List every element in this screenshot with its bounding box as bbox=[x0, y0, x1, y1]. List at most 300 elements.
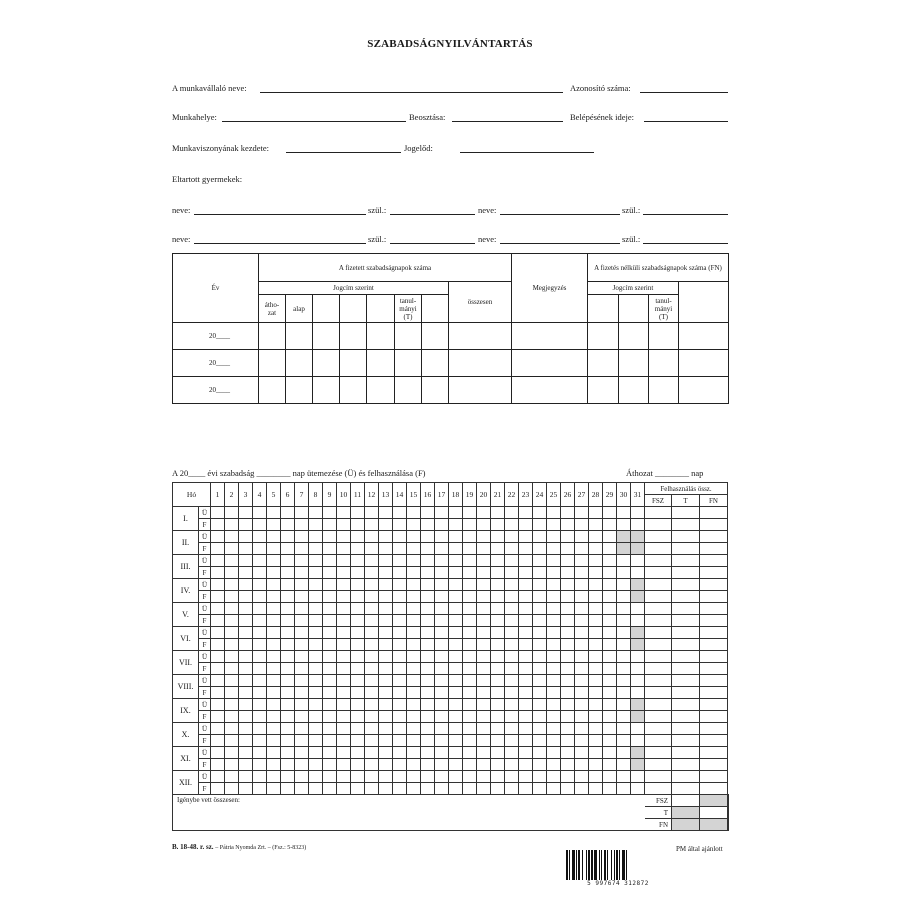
day-cell[interactable] bbox=[435, 699, 449, 711]
day-cell[interactable] bbox=[393, 555, 407, 567]
day-cell[interactable] bbox=[575, 771, 589, 783]
day-cell[interactable] bbox=[407, 627, 421, 639]
day-cell[interactable] bbox=[393, 651, 407, 663]
day-cell[interactable] bbox=[267, 699, 281, 711]
day-cell[interactable] bbox=[323, 759, 337, 771]
day-cell[interactable] bbox=[351, 759, 365, 771]
day-cell[interactable] bbox=[519, 567, 533, 579]
day-cell[interactable] bbox=[393, 687, 407, 699]
day-cell[interactable] bbox=[393, 663, 407, 675]
day-cell[interactable] bbox=[351, 603, 365, 615]
day-cell[interactable] bbox=[449, 627, 463, 639]
day-cell[interactable] bbox=[589, 555, 603, 567]
day-cell[interactable] bbox=[519, 723, 533, 735]
day-cell[interactable] bbox=[309, 579, 323, 591]
day-cell[interactable] bbox=[295, 555, 309, 567]
entry-cell[interactable] bbox=[449, 323, 512, 350]
child-birth-field[interactable] bbox=[390, 243, 475, 244]
usage-cell[interactable] bbox=[672, 735, 700, 747]
day-cell[interactable] bbox=[267, 507, 281, 519]
usage-cell[interactable] bbox=[672, 615, 700, 627]
child-name-field[interactable] bbox=[194, 243, 366, 244]
day-cell[interactable] bbox=[519, 591, 533, 603]
day-cell[interactable] bbox=[239, 747, 253, 759]
day-cell[interactable] bbox=[477, 711, 491, 723]
day-cell[interactable] bbox=[239, 711, 253, 723]
day-cell[interactable] bbox=[295, 711, 309, 723]
day-cell[interactable] bbox=[561, 783, 575, 795]
day-cell[interactable] bbox=[449, 675, 463, 687]
usage-cell[interactable] bbox=[700, 783, 728, 795]
day-cell[interactable] bbox=[435, 663, 449, 675]
day-cell[interactable] bbox=[575, 747, 589, 759]
day-cell[interactable] bbox=[379, 603, 393, 615]
day-cell[interactable] bbox=[365, 783, 379, 795]
day-cell[interactable] bbox=[323, 519, 337, 531]
day-cell[interactable] bbox=[267, 639, 281, 651]
day-cell[interactable] bbox=[421, 591, 435, 603]
day-cell[interactable] bbox=[309, 531, 323, 543]
day-cell[interactable] bbox=[365, 579, 379, 591]
day-cell[interactable] bbox=[589, 735, 603, 747]
day-cell[interactable] bbox=[337, 663, 351, 675]
day-cell[interactable] bbox=[393, 639, 407, 651]
usage-cell[interactable] bbox=[645, 627, 672, 639]
day-cell[interactable] bbox=[561, 507, 575, 519]
day-cell[interactable] bbox=[309, 699, 323, 711]
day-cell[interactable] bbox=[617, 723, 631, 735]
day-cell[interactable] bbox=[393, 747, 407, 759]
day-cell[interactable] bbox=[211, 543, 225, 555]
usage-cell[interactable] bbox=[645, 699, 672, 711]
day-cell[interactable] bbox=[323, 735, 337, 747]
day-cell[interactable] bbox=[519, 675, 533, 687]
day-cell[interactable] bbox=[491, 555, 505, 567]
day-cell[interactable] bbox=[603, 771, 617, 783]
day-cell[interactable] bbox=[575, 711, 589, 723]
day-cell[interactable] bbox=[337, 771, 351, 783]
day-cell[interactable] bbox=[533, 639, 547, 651]
day-cell[interactable] bbox=[323, 615, 337, 627]
day-cell[interactable] bbox=[365, 615, 379, 627]
entry-cell[interactable] bbox=[367, 377, 395, 404]
day-cell[interactable] bbox=[323, 771, 337, 783]
day-cell[interactable] bbox=[225, 591, 239, 603]
day-cell[interactable] bbox=[463, 639, 477, 651]
day-cell[interactable] bbox=[491, 507, 505, 519]
day-cell[interactable] bbox=[561, 771, 575, 783]
day-cell[interactable] bbox=[337, 567, 351, 579]
legal-predecessor-field[interactable] bbox=[460, 152, 594, 153]
day-cell[interactable] bbox=[379, 555, 393, 567]
day-cell[interactable] bbox=[547, 663, 561, 675]
day-cell[interactable] bbox=[211, 615, 225, 627]
usage-cell[interactable] bbox=[700, 711, 728, 723]
day-cell[interactable] bbox=[225, 639, 239, 651]
day-cell[interactable] bbox=[421, 531, 435, 543]
day-cell[interactable] bbox=[547, 747, 561, 759]
day-cell[interactable] bbox=[491, 603, 505, 615]
entry-cell[interactable] bbox=[449, 377, 512, 404]
day-cell[interactable] bbox=[589, 783, 603, 795]
day-cell[interactable] bbox=[519, 651, 533, 663]
day-cell[interactable] bbox=[365, 531, 379, 543]
day-cell[interactable] bbox=[421, 603, 435, 615]
day-cell[interactable] bbox=[295, 627, 309, 639]
day-cell[interactable] bbox=[575, 699, 589, 711]
day-cell[interactable] bbox=[589, 675, 603, 687]
day-cell[interactable] bbox=[351, 639, 365, 651]
day-cell[interactable] bbox=[631, 735, 645, 747]
day-cell[interactable] bbox=[477, 507, 491, 519]
day-cell[interactable] bbox=[449, 615, 463, 627]
day-cell[interactable] bbox=[477, 579, 491, 591]
day-cell[interactable] bbox=[589, 567, 603, 579]
usage-cell[interactable] bbox=[700, 567, 728, 579]
day-cell[interactable] bbox=[407, 687, 421, 699]
day-cell[interactable] bbox=[253, 771, 267, 783]
day-cell[interactable] bbox=[351, 699, 365, 711]
day-cell[interactable] bbox=[379, 675, 393, 687]
usage-cell[interactable] bbox=[672, 723, 700, 735]
day-cell[interactable] bbox=[603, 603, 617, 615]
day-cell[interactable] bbox=[211, 579, 225, 591]
entry-date-field[interactable] bbox=[644, 121, 728, 122]
day-cell[interactable] bbox=[337, 507, 351, 519]
day-cell[interactable] bbox=[337, 747, 351, 759]
day-cell[interactable] bbox=[449, 567, 463, 579]
day-cell[interactable] bbox=[323, 555, 337, 567]
day-cell[interactable] bbox=[589, 759, 603, 771]
entry-cell[interactable] bbox=[422, 377, 449, 404]
day-cell[interactable] bbox=[617, 639, 631, 651]
day-cell[interactable] bbox=[533, 783, 547, 795]
day-cell[interactable] bbox=[477, 783, 491, 795]
day-cell[interactable] bbox=[561, 735, 575, 747]
day-cell[interactable] bbox=[211, 507, 225, 519]
day-cell[interactable] bbox=[631, 771, 645, 783]
day-cell[interactable] bbox=[225, 711, 239, 723]
usage-cell[interactable] bbox=[672, 627, 700, 639]
day-cell[interactable] bbox=[309, 747, 323, 759]
day-cell[interactable] bbox=[561, 639, 575, 651]
day-cell[interactable] bbox=[365, 687, 379, 699]
day-cell[interactable] bbox=[477, 531, 491, 543]
day-cell[interactable] bbox=[463, 579, 477, 591]
day-cell[interactable] bbox=[295, 543, 309, 555]
day-cell[interactable] bbox=[519, 711, 533, 723]
day-cell[interactable] bbox=[295, 771, 309, 783]
day-cell[interactable] bbox=[449, 543, 463, 555]
day-cell[interactable] bbox=[309, 663, 323, 675]
day-cell[interactable] bbox=[295, 747, 309, 759]
day-cell[interactable] bbox=[379, 579, 393, 591]
day-cell[interactable] bbox=[239, 699, 253, 711]
day-cell[interactable] bbox=[281, 531, 295, 543]
day-cell[interactable] bbox=[603, 615, 617, 627]
day-cell[interactable] bbox=[477, 543, 491, 555]
day-cell[interactable] bbox=[393, 507, 407, 519]
day-cell[interactable] bbox=[561, 543, 575, 555]
day-cell[interactable] bbox=[421, 627, 435, 639]
day-cell[interactable] bbox=[211, 783, 225, 795]
day-cell[interactable] bbox=[323, 783, 337, 795]
day-cell[interactable] bbox=[589, 603, 603, 615]
day-cell[interactable] bbox=[477, 519, 491, 531]
day-cell[interactable] bbox=[463, 603, 477, 615]
day-cell[interactable] bbox=[561, 627, 575, 639]
day-cell[interactable] bbox=[491, 543, 505, 555]
entry-cell[interactable] bbox=[313, 350, 340, 377]
day-cell[interactable] bbox=[281, 699, 295, 711]
day-cell[interactable] bbox=[323, 723, 337, 735]
day-cell[interactable] bbox=[505, 699, 519, 711]
day-cell[interactable] bbox=[519, 543, 533, 555]
day-cell[interactable] bbox=[519, 687, 533, 699]
total-cell[interactable] bbox=[672, 795, 700, 807]
day-cell[interactable] bbox=[533, 567, 547, 579]
day-cell[interactable] bbox=[631, 519, 645, 531]
day-cell[interactable] bbox=[267, 603, 281, 615]
day-cell[interactable] bbox=[267, 723, 281, 735]
usage-cell[interactable] bbox=[645, 759, 672, 771]
day-cell[interactable] bbox=[225, 747, 239, 759]
day-cell[interactable] bbox=[225, 567, 239, 579]
day-cell[interactable] bbox=[491, 639, 505, 651]
day-cell[interactable] bbox=[491, 627, 505, 639]
day-cell[interactable] bbox=[533, 603, 547, 615]
day-cell[interactable] bbox=[477, 675, 491, 687]
day-cell[interactable] bbox=[603, 531, 617, 543]
day-cell[interactable] bbox=[561, 615, 575, 627]
entry-cell[interactable] bbox=[588, 377, 619, 404]
usage-cell[interactable] bbox=[672, 687, 700, 699]
day-cell[interactable] bbox=[617, 519, 631, 531]
day-cell[interactable] bbox=[575, 651, 589, 663]
day-cell[interactable] bbox=[211, 675, 225, 687]
day-cell[interactable] bbox=[253, 543, 267, 555]
day-cell[interactable] bbox=[589, 771, 603, 783]
day-cell[interactable] bbox=[575, 663, 589, 675]
day-cell[interactable] bbox=[267, 579, 281, 591]
day-cell[interactable] bbox=[561, 519, 575, 531]
day-cell[interactable] bbox=[379, 747, 393, 759]
day-cell[interactable] bbox=[253, 723, 267, 735]
day-cell[interactable] bbox=[225, 507, 239, 519]
day-cell[interactable] bbox=[575, 531, 589, 543]
day-cell[interactable] bbox=[449, 723, 463, 735]
entry-cell[interactable] bbox=[679, 377, 729, 404]
day-cell[interactable] bbox=[407, 783, 421, 795]
day-cell[interactable] bbox=[533, 615, 547, 627]
entry-cell[interactable] bbox=[313, 323, 340, 350]
day-cell[interactable] bbox=[267, 519, 281, 531]
day-cell[interactable] bbox=[463, 735, 477, 747]
usage-cell[interactable] bbox=[672, 771, 700, 783]
day-cell[interactable] bbox=[575, 723, 589, 735]
day-cell[interactable] bbox=[267, 555, 281, 567]
day-cell[interactable] bbox=[519, 555, 533, 567]
day-cell[interactable] bbox=[379, 567, 393, 579]
day-cell[interactable] bbox=[505, 711, 519, 723]
day-cell[interactable] bbox=[211, 771, 225, 783]
day-cell[interactable] bbox=[463, 747, 477, 759]
day-cell[interactable] bbox=[253, 555, 267, 567]
day-cell[interactable] bbox=[491, 699, 505, 711]
day-cell[interactable] bbox=[505, 651, 519, 663]
day-cell[interactable] bbox=[603, 783, 617, 795]
day-cell[interactable] bbox=[575, 735, 589, 747]
day-cell[interactable] bbox=[449, 735, 463, 747]
entry-cell[interactable] bbox=[512, 323, 588, 350]
day-cell[interactable] bbox=[435, 711, 449, 723]
id-number-field[interactable] bbox=[640, 92, 728, 93]
usage-cell[interactable] bbox=[700, 543, 728, 555]
day-cell[interactable] bbox=[295, 687, 309, 699]
usage-cell[interactable] bbox=[700, 591, 728, 603]
day-cell[interactable] bbox=[603, 567, 617, 579]
day-cell[interactable] bbox=[491, 771, 505, 783]
child-birth-field[interactable] bbox=[643, 214, 728, 215]
day-cell[interactable] bbox=[617, 759, 631, 771]
day-cell[interactable] bbox=[379, 711, 393, 723]
usage-cell[interactable] bbox=[672, 591, 700, 603]
day-cell[interactable] bbox=[547, 675, 561, 687]
day-cell[interactable] bbox=[589, 507, 603, 519]
day-cell[interactable] bbox=[295, 567, 309, 579]
day-cell[interactable] bbox=[477, 591, 491, 603]
day-cell[interactable] bbox=[533, 531, 547, 543]
day-cell[interactable] bbox=[309, 771, 323, 783]
day-cell[interactable] bbox=[477, 627, 491, 639]
usage-cell[interactable] bbox=[672, 507, 700, 519]
day-cell[interactable] bbox=[617, 555, 631, 567]
day-cell[interactable] bbox=[267, 783, 281, 795]
day-cell[interactable] bbox=[337, 519, 351, 531]
day-cell[interactable] bbox=[239, 591, 253, 603]
day-cell[interactable] bbox=[617, 783, 631, 795]
day-cell[interactable] bbox=[477, 723, 491, 735]
day-cell[interactable] bbox=[477, 555, 491, 567]
day-cell[interactable] bbox=[365, 555, 379, 567]
day-cell[interactable] bbox=[449, 531, 463, 543]
usage-cell[interactable] bbox=[700, 687, 728, 699]
day-cell[interactable] bbox=[379, 783, 393, 795]
day-cell[interactable] bbox=[295, 579, 309, 591]
usage-cell[interactable] bbox=[645, 579, 672, 591]
day-cell[interactable] bbox=[225, 723, 239, 735]
day-cell[interactable] bbox=[407, 603, 421, 615]
day-cell[interactable] bbox=[589, 639, 603, 651]
usage-cell[interactable] bbox=[645, 555, 672, 567]
day-cell[interactable] bbox=[323, 543, 337, 555]
day-cell[interactable] bbox=[575, 783, 589, 795]
day-cell[interactable] bbox=[211, 711, 225, 723]
day-cell[interactable] bbox=[533, 687, 547, 699]
day-cell[interactable] bbox=[435, 627, 449, 639]
day-cell[interactable] bbox=[463, 711, 477, 723]
entry-cell[interactable] bbox=[259, 323, 286, 350]
day-cell[interactable] bbox=[337, 711, 351, 723]
day-cell[interactable] bbox=[211, 591, 225, 603]
day-cell[interactable] bbox=[281, 747, 295, 759]
day-cell[interactable] bbox=[491, 615, 505, 627]
day-cell[interactable] bbox=[491, 591, 505, 603]
day-cell[interactable] bbox=[505, 759, 519, 771]
day-cell[interactable] bbox=[463, 651, 477, 663]
day-cell[interactable] bbox=[281, 675, 295, 687]
day-cell[interactable] bbox=[435, 543, 449, 555]
day-cell[interactable] bbox=[561, 675, 575, 687]
day-cell[interactable] bbox=[435, 555, 449, 567]
day-cell[interactable] bbox=[477, 615, 491, 627]
usage-cell[interactable] bbox=[700, 603, 728, 615]
day-cell[interactable] bbox=[533, 747, 547, 759]
day-cell[interactable] bbox=[603, 687, 617, 699]
day-cell[interactable] bbox=[561, 723, 575, 735]
day-cell[interactable] bbox=[519, 603, 533, 615]
day-cell[interactable] bbox=[323, 687, 337, 699]
day-cell[interactable] bbox=[239, 627, 253, 639]
day-cell[interactable] bbox=[575, 579, 589, 591]
day-cell[interactable] bbox=[407, 711, 421, 723]
day-cell[interactable] bbox=[449, 579, 463, 591]
day-cell[interactable] bbox=[449, 639, 463, 651]
day-cell[interactable] bbox=[281, 759, 295, 771]
day-cell[interactable] bbox=[281, 579, 295, 591]
day-cell[interactable] bbox=[323, 663, 337, 675]
day-cell[interactable] bbox=[323, 651, 337, 663]
day-cell[interactable] bbox=[225, 735, 239, 747]
day-cell[interactable] bbox=[617, 711, 631, 723]
day-cell[interactable] bbox=[561, 687, 575, 699]
entry-cell[interactable] bbox=[649, 377, 679, 404]
day-cell[interactable] bbox=[491, 747, 505, 759]
day-cell[interactable] bbox=[547, 579, 561, 591]
day-cell[interactable] bbox=[435, 771, 449, 783]
day-cell[interactable] bbox=[575, 615, 589, 627]
day-cell[interactable] bbox=[365, 627, 379, 639]
day-cell[interactable] bbox=[239, 615, 253, 627]
day-cell[interactable] bbox=[491, 675, 505, 687]
entry-cell[interactable] bbox=[286, 377, 313, 404]
day-cell[interactable] bbox=[421, 651, 435, 663]
day-cell[interactable] bbox=[365, 735, 379, 747]
day-cell[interactable] bbox=[365, 771, 379, 783]
day-cell[interactable] bbox=[309, 591, 323, 603]
day-cell[interactable] bbox=[533, 771, 547, 783]
day-cell[interactable] bbox=[449, 759, 463, 771]
day-cell[interactable] bbox=[435, 531, 449, 543]
day-cell[interactable] bbox=[309, 723, 323, 735]
day-cell[interactable] bbox=[631, 555, 645, 567]
day-cell[interactable] bbox=[239, 543, 253, 555]
usage-cell[interactable] bbox=[700, 663, 728, 675]
day-cell[interactable] bbox=[225, 651, 239, 663]
day-cell[interactable] bbox=[575, 555, 589, 567]
day-cell[interactable] bbox=[379, 663, 393, 675]
usage-cell[interactable] bbox=[672, 663, 700, 675]
day-cell[interactable] bbox=[281, 603, 295, 615]
entry-cell[interactable] bbox=[588, 350, 619, 377]
day-cell[interactable] bbox=[603, 579, 617, 591]
day-cell[interactable] bbox=[295, 591, 309, 603]
day-cell[interactable] bbox=[435, 675, 449, 687]
day-cell[interactable] bbox=[547, 543, 561, 555]
day-cell[interactable] bbox=[603, 723, 617, 735]
day-cell[interactable] bbox=[421, 555, 435, 567]
day-cell[interactable] bbox=[351, 555, 365, 567]
